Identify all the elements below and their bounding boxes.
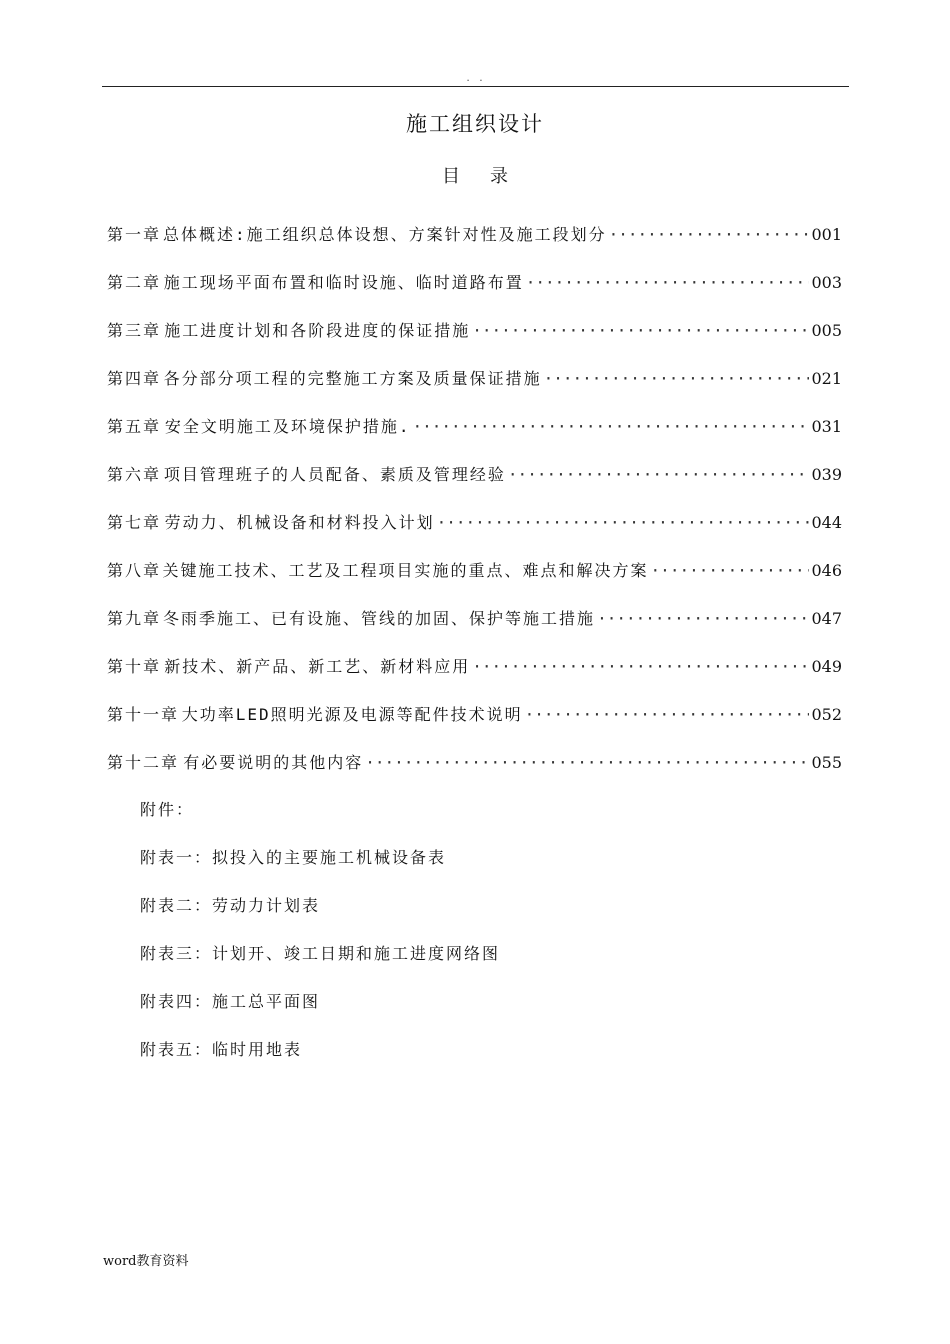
toc-leader-dots (412, 417, 809, 436)
toc-chapter-label: 第一章 (107, 225, 162, 244)
toc-leader-dots (472, 657, 809, 676)
toc-chapter-label: 第九章 (107, 609, 162, 628)
toc-entry-title: 新技术、新产品、新工艺、新材料应用 (164, 657, 471, 676)
toc-leader-dots (597, 609, 809, 628)
toc-page-number: 003 (811, 273, 842, 292)
table-of-contents (107, 222, 842, 798)
toc-entry[interactable] (107, 366, 842, 414)
toc-page-number: 005 (811, 321, 842, 340)
toc-entry[interactable] (107, 414, 842, 462)
toc-leader-dots (472, 321, 809, 340)
toc-page-number: 021 (811, 369, 842, 388)
toc-page-number: 049 (811, 657, 842, 676)
toc-page-number: 044 (811, 513, 842, 532)
toc-chapter-label: 第四章 (107, 369, 162, 388)
toc-entry[interactable] (107, 702, 842, 750)
toc-entry-title: 关键施工技术、工艺及工程项目实施的重点、难点和解决方案 (162, 561, 649, 580)
toc-page-number: 046 (811, 561, 842, 580)
toc-entry-title: 大功率LED照明光源及电源等配件技术说明 (181, 705, 523, 724)
page-footer: word教育资料 (103, 1254, 189, 1269)
toc-leader-dots (437, 513, 810, 532)
toc-entry[interactable] (107, 462, 842, 510)
toc-entry[interactable] (107, 750, 842, 798)
toc-page-number: 047 (811, 609, 842, 628)
toc-leader-dots (609, 225, 810, 244)
toc-page-number: 039 (811, 465, 842, 484)
toc-page-number: 055 (811, 753, 842, 772)
toc-entry[interactable] (107, 270, 842, 318)
toc-entry[interactable] (107, 654, 842, 702)
toc-leader-dots (508, 465, 810, 484)
toc-chapter-label: 第二章 (107, 273, 162, 292)
toc-leader-dots (365, 753, 809, 772)
toc-leader-dots (544, 369, 810, 388)
toc-entry-title: 项目管理班子的人员配备、素质及管理经验 (163, 465, 506, 484)
toc-chapter-label: 第六章 (107, 465, 162, 484)
toc-entry-title: 安全文明施工及环境保护措施. (164, 417, 411, 436)
toc-entry[interactable] (107, 318, 842, 366)
toc-entry-title: 劳动力、机械设备和材料投入计划 (164, 513, 435, 532)
appendix-list (140, 796, 740, 1084)
appendix-item[interactable]: 附表四：施工总平面图 (140, 992, 321, 1011)
toc-chapter-label: 第十章 (107, 657, 162, 676)
toc-entry[interactable] (107, 558, 842, 606)
toc-entry[interactable] (107, 510, 842, 558)
appendix-item[interactable]: 附表一：拟投入的主要施工机械设备表 (140, 848, 447, 867)
toc-leader-dots (651, 561, 810, 580)
toc-page-number: 031 (811, 417, 842, 436)
header-rule (102, 86, 849, 87)
toc-chapter-label: 第十一章 (107, 705, 180, 724)
toc-entry-title: 有必要说明的其他内容 (183, 753, 364, 772)
toc-page-number: 001 (811, 225, 842, 244)
toc-entry-title: 各分部分项工程的完整施工方案及质量保证措施 (163, 369, 542, 388)
appendix-item[interactable]: 附表二：劳动力计划表 (140, 896, 321, 915)
toc-entry[interactable] (107, 222, 842, 270)
toc-heading: 目录 (442, 166, 538, 187)
toc-chapter-label: 第十二章 (107, 753, 180, 772)
toc-entry-title: 施工现场平面布置和临时设施、临时道路布置 (163, 273, 524, 292)
toc-entry[interactable] (107, 606, 842, 654)
appendix-label: 附件： (140, 800, 195, 819)
toc-entry-title: 冬雨季施工、已有设施、管线的加固、保护等施工措施 (163, 609, 596, 628)
appendix-item[interactable]: 附表三：计划开、竣工日期和施工进度网络图 (140, 944, 501, 963)
toc-chapter-label: 第三章 (107, 321, 162, 340)
appendix-item[interactable]: 附表五：临时用地表 (140, 1040, 303, 1059)
toc-chapter-label: 第五章 (107, 417, 162, 436)
document-title: 施工组织设计 (406, 112, 544, 136)
toc-leader-dots (526, 273, 810, 292)
toc-entry-title: 施工进度计划和各阶段进度的保证措施 (164, 321, 471, 340)
toc-entry-title: 总体概述:施工组织总体设想、方案针对性及施工段划分 (162, 225, 607, 244)
toc-leader-dots (525, 705, 810, 724)
toc-chapter-label: 第八章 (107, 561, 162, 580)
toc-page-number: 052 (811, 705, 842, 724)
header-mark: . . (465, 74, 485, 84)
toc-chapter-label: 第七章 (107, 513, 162, 532)
